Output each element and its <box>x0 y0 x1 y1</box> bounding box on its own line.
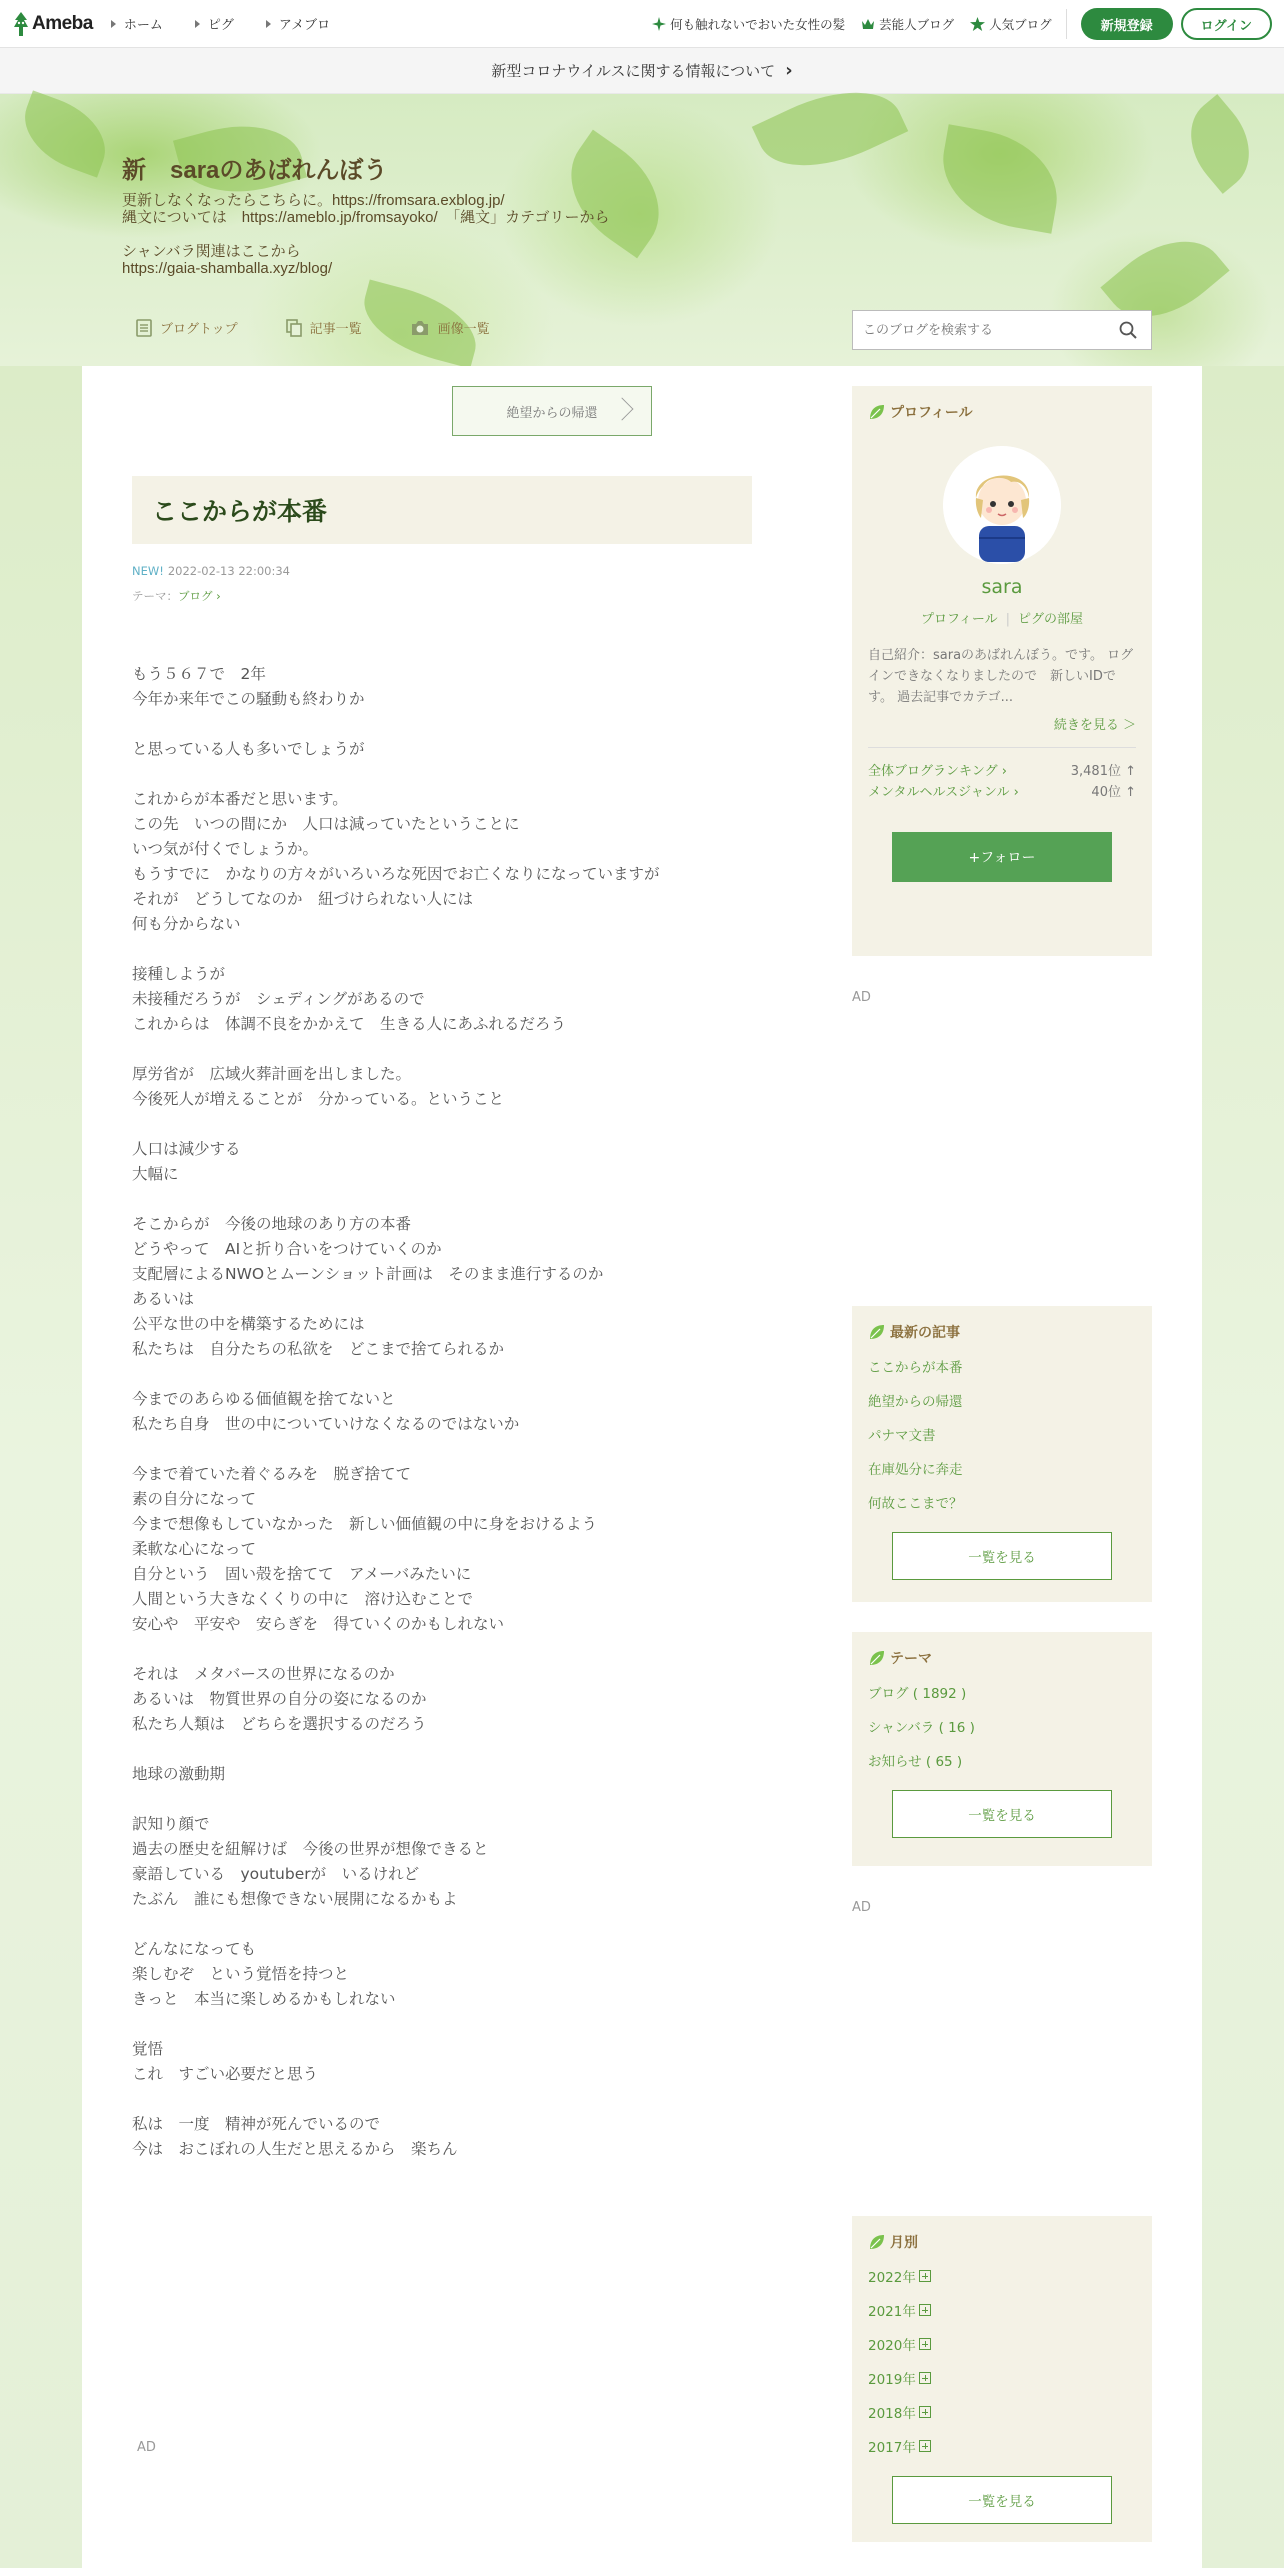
new-badge: NEW! <box>132 564 164 578</box>
profile-more-link[interactable]: 続きを見る ＞ <box>1053 718 1136 733</box>
blog-title[interactable]: 新 saraのあばれんぼう <box>122 157 388 184</box>
article-line: 私は 一度 精神が死んでいるので <box>132 2115 381 2133</box>
crown-icon <box>861 18 875 30</box>
blog-header <box>0 94 1284 366</box>
login-button[interactable]: ログイン <box>1181 8 1272 40</box>
theme-link[interactable]: ブログ <box>178 589 213 603</box>
article-line: たぶん 誰にも想像できない展開になるかもよ <box>132 1890 458 1908</box>
article-line: 厚労省が 広域火葬計画を出しました。 <box>132 1065 412 1083</box>
separator: | <box>1005 612 1011 627</box>
nav-ameblo[interactable] <box>266 14 330 33</box>
profile-name[interactable]: sara <box>981 576 1023 598</box>
leaf-icon <box>868 403 886 421</box>
profile-link[interactable]: プロフィール <box>920 612 998 627</box>
prev-article-button[interactable] <box>452 386 652 436</box>
right-background <box>1202 366 1284 2568</box>
themes-more-button[interactable]: 一覧を見る <box>892 1790 1112 1838</box>
article-line: そこからが 今後の地球のあり方の本番 <box>132 1215 412 1233</box>
pigg-room-link[interactable]: ピグの部屋 <box>1018 612 1084 627</box>
ranking-value: 3,481位 ↑ <box>1070 764 1136 779</box>
copy-icon <box>286 319 302 337</box>
article-line: これ すごい必要だと思う <box>132 2065 319 2083</box>
themes-box <box>852 1632 1152 1866</box>
blog-search <box>852 310 1152 350</box>
ad-label: AD <box>852 990 871 1005</box>
theme-link[interactable]: シャンバラ ( 16 ) <box>868 1720 975 1736</box>
article-paragraph <box>132 1462 752 1637</box>
divider <box>868 747 1136 748</box>
blog-top-label: ブログトップ <box>160 322 238 337</box>
profile-intro: 自己紹介：saraのあばれんぼう。です。 ログインできなくなりましたので 新しいIDです。 過去記事でカテゴ... <box>868 648 1134 705</box>
ad-label: AD <box>852 1900 871 1915</box>
article-line: 楽しむぞ という覚悟を持つと <box>132 1965 350 1983</box>
article-line: 私たち自身 世の中についていけなくなるのではないか <box>132 1415 520 1433</box>
ameba-logo[interactable] <box>12 11 93 37</box>
leaf-decoration <box>933 124 1067 233</box>
expand-icon[interactable] <box>919 2406 931 2418</box>
global-nav <box>111 14 362 33</box>
theme-prefix: テーマ： <box>132 589 178 603</box>
article-line: 今までのあらゆる価値観を捨てないと <box>132 1390 396 1408</box>
ranking-row <box>868 781 1136 800</box>
profile-heading-label: プロフィール <box>890 405 973 421</box>
image-list-label: 画像一覧 <box>437 322 490 337</box>
article-paragraph <box>132 1137 752 1187</box>
article-paragraph <box>132 1937 752 2012</box>
left-background <box>0 366 82 2568</box>
promo-link[interactable] <box>652 15 845 33</box>
star-icon <box>970 17 985 31</box>
leaf-icon <box>868 1649 886 1667</box>
monthly-more-button[interactable]: 一覧を見る <box>892 2476 1112 2524</box>
ranking-list <box>868 760 1136 800</box>
register-button[interactable]: 新規登録 <box>1081 8 1173 40</box>
article-line: 覚悟 <box>132 2040 164 2058</box>
article-line: 未接種だろうが シェディングがあるので <box>132 990 425 1008</box>
month-row[interactable]: 2022年 <box>868 2266 1136 2286</box>
article-line: あるいは 物質世界の自分の姿になるのか <box>132 1690 427 1708</box>
leaf-decoration <box>1171 94 1268 194</box>
search-icon[interactable] <box>1119 321 1137 339</box>
article-line: あるいは <box>132 1290 195 1308</box>
top-right-links <box>636 8 1272 40</box>
avatar-illustration <box>943 446 1061 564</box>
article-line: どうやって AIと折り合いをつけていくのか <box>132 1240 442 1258</box>
article-line: 訳知り顔で <box>132 1815 210 1833</box>
nav-pigg[interactable] <box>195 14 234 33</box>
article-paragraph <box>132 662 752 712</box>
expand-icon[interactable] <box>919 2440 931 2452</box>
nav-pigg-label: ピグ <box>207 18 234 33</box>
ranking-label[interactable]: メンタルヘルスジャンル › <box>868 785 1019 800</box>
article-line: この先 いつの間にか 人口は減っていたということに <box>132 815 520 833</box>
article-list-label: 記事一覧 <box>309 322 362 337</box>
divider <box>1066 9 1067 39</box>
article-line: 私たち人類は どちらを選択するのだろう <box>132 1715 427 1733</box>
themes-list <box>868 1682 1136 1770</box>
avatar[interactable] <box>943 446 1061 564</box>
document-icon <box>136 319 152 337</box>
article-line: 過去の歴史を紐解けば 今後の世界が想像できると <box>132 1840 489 1858</box>
article-line: 豪語している youtuberが いるけれど <box>132 1865 420 1883</box>
article-line: 今は おこぼれの人生だと思えるから 楽ちん <box>132 2140 458 2158</box>
covid-notice-bar[interactable] <box>0 48 1284 94</box>
month-row[interactable]: 2018年 <box>868 2402 1136 2422</box>
ameba-logo-icon <box>12 11 30 37</box>
article-line: 今後死人が増えることが 分かっている。ということ <box>132 1090 505 1108</box>
month-row[interactable]: 2017年 <box>868 2436 1136 2456</box>
monthly-list <box>868 2266 1136 2456</box>
recent-more-button[interactable]: 一覧を見る <box>892 1532 1112 1580</box>
article-line: もうすでに かなりの方々がいろいろな死因でお亡くなりになっていますが <box>132 865 660 883</box>
article-line: 私たちは 自分たちの私欲を どこまで捨てられるか <box>132 1340 505 1358</box>
article-list-link[interactable] <box>286 318 362 337</box>
caret-right-icon <box>111 20 116 28</box>
leaf-icon <box>868 2233 886 2251</box>
article-title-box <box>132 476 752 544</box>
article-paragraph <box>132 962 752 1037</box>
nav-home-label: ホーム <box>123 18 163 33</box>
article-line: それは メタバースの世界になるのか <box>132 1665 395 1683</box>
prev-article-label: 絶望からの帰還 <box>506 405 598 421</box>
article-line: 今まで着ていた着ぐるみを 脱ぎ捨てて <box>132 1465 412 1483</box>
article-theme <box>132 588 221 604</box>
article-line: これからが本番だと思います。 <box>132 790 348 808</box>
article-paragraph <box>132 1062 752 1112</box>
logo-text: Ameba <box>32 12 93 34</box>
article-line: これからは 体調不良をかかえて 生きる人にあふれるだろう <box>132 1015 567 1033</box>
article-line: 何も分からない <box>132 915 241 933</box>
article-line: それが どうしてなのか 紐づけられない人には <box>132 890 474 908</box>
article-line: 今年か来年でこの騒動も終わりか <box>132 690 365 708</box>
chevron-right-icon <box>611 398 634 421</box>
notice-text: 新型コロナウイルスに関する情報について <box>491 62 776 80</box>
expand-icon[interactable] <box>919 2338 931 2350</box>
monthly-archive-box <box>852 2216 1152 2542</box>
article-datetime: 2022-02-13 22:00:34 <box>167 564 290 578</box>
recent-heading <box>868 1322 1136 1342</box>
recent-article-link[interactable]: ここからが本番 <box>868 1360 963 1376</box>
recent-article-link[interactable]: 在庫処分に奔走 <box>868 1462 963 1478</box>
themes-heading-label: テーマ <box>890 1651 932 1667</box>
article-paragraph <box>132 1762 752 1787</box>
month-row[interactable]: 2020年 <box>868 2334 1136 2354</box>
expand-icon[interactable] <box>919 2304 931 2316</box>
blog-description: 更新しなくなったらこちらに。https://fromsara.exblog.jp/ 縄文については https://ameblo.jp/fromsayoko/ 「縄文」カテゴリーから シャンバラ関連はここから https://gaia-shamballa.xyz/blog/ <box>122 192 610 277</box>
article-line: いつ気が付くでしょうか。 <box>132 840 319 858</box>
article-line: と思っている人も多いでしょうが <box>132 740 365 758</box>
top-bar <box>0 0 1284 48</box>
expand-icon[interactable] <box>919 2270 931 2282</box>
article-paragraph <box>132 737 752 762</box>
ranking-label[interactable]: 全体ブログランキング › <box>868 764 1007 779</box>
article-paragraph <box>132 2112 752 2162</box>
recent-article-link[interactable]: パナマ文書 <box>868 1428 936 1444</box>
month-row[interactable]: 2019年 <box>868 2368 1136 2388</box>
blog-nav <box>136 318 538 337</box>
theme-link[interactable]: お知らせ ( 65 ) <box>868 1754 963 1770</box>
sparkle-icon <box>652 17 666 31</box>
image-list-link[interactable] <box>410 318 490 337</box>
ranking-value: 40位 ↑ <box>1091 785 1136 800</box>
profile-box <box>852 386 1152 956</box>
blog-search-input[interactable] <box>863 323 1103 338</box>
leaf-icon <box>868 1323 886 1341</box>
article-paragraph <box>132 1387 752 1437</box>
article-paragraph <box>132 787 752 937</box>
blog-top-link[interactable] <box>136 318 238 337</box>
follow-button[interactable]: +フォロー <box>892 832 1112 882</box>
recent-article-link[interactable]: 絶望からの帰還 <box>868 1394 963 1410</box>
article-body <box>132 662 752 2187</box>
article-line: 人間という大きなくくりの中に 溶け込むことで <box>132 1590 474 1608</box>
article-line: 柔軟な心になって <box>132 1540 257 1558</box>
article-line: 今まで想像もしていなかった 新しい価値観の中に身をおけるよう <box>132 1515 598 1533</box>
celebrity-blog-label: 芸能人ブログ <box>879 17 955 32</box>
article-line: 大幅に <box>132 1165 179 1183</box>
nav-home[interactable] <box>111 14 163 33</box>
monthly-heading-label: 月別 <box>890 2235 918 2251</box>
ranking-row <box>868 760 1136 779</box>
article-paragraph <box>132 2037 752 2087</box>
article-paragraph <box>132 1662 752 1737</box>
article-line: 地球の激動期 <box>132 1765 226 1783</box>
article-line: もう５６７で 2年 <box>132 665 266 683</box>
article-line: 自分という 固い殻を捨てて アメーバみたいに <box>132 1565 472 1583</box>
article-line: 接種しようが <box>132 965 226 983</box>
ad-label: AD <box>137 2440 156 2455</box>
article-title[interactable]: ここからが本番 <box>152 497 328 526</box>
article-line: どんなになっても <box>132 1940 257 1958</box>
promo-link-label: 何も触れないでおいた女性の髪 <box>670 17 846 32</box>
chevron-right-icon: › <box>212 589 221 603</box>
theme-link[interactable]: ブログ ( 1892 ) <box>868 1686 967 1702</box>
article-paragraph <box>132 1812 752 1912</box>
leaf-decoration <box>12 90 117 177</box>
article-line: 支配層によるNWOとムーンショット計画は そのまま進行するのか <box>132 1265 604 1283</box>
article-paragraph <box>132 1212 752 1362</box>
profile-links <box>868 608 1136 627</box>
article-line: 安心や 平安や 安らぎを 得ていくのかもしれない <box>132 1615 505 1633</box>
caret-right-icon <box>195 20 200 28</box>
camera-icon <box>410 320 430 336</box>
chevron-right-icon: › <box>785 60 793 81</box>
caret-right-icon <box>266 20 271 28</box>
popular-blog-label: 人気ブログ <box>989 17 1052 32</box>
recent-list <box>868 1356 1136 1512</box>
recent-article-link[interactable]: 何故ここまで？ <box>868 1496 963 1512</box>
recent-heading-label: 最新の記事 <box>890 1325 960 1341</box>
article-line: 公平な世の中を構築するためには <box>132 1315 365 1333</box>
profile-heading <box>868 402 1136 422</box>
recent-articles-box <box>852 1306 1152 1602</box>
article-line: きっと 本当に楽しめるかもしれない <box>132 1990 396 2008</box>
article-line: 素の自分になって <box>132 1490 257 1508</box>
article-meta <box>132 564 290 578</box>
main-content <box>82 366 1202 2568</box>
expand-icon[interactable] <box>919 2372 931 2384</box>
article-line: 人口は減少する <box>132 1140 241 1158</box>
celebrity-blog-link[interactable] <box>861 15 954 33</box>
month-row[interactable]: 2021年 <box>868 2300 1136 2320</box>
nav-ameblo-label: アメブロ <box>278 18 331 33</box>
popular-blog-link[interactable] <box>970 15 1052 33</box>
themes-heading <box>868 1648 1136 1668</box>
monthly-heading <box>868 2232 1136 2252</box>
